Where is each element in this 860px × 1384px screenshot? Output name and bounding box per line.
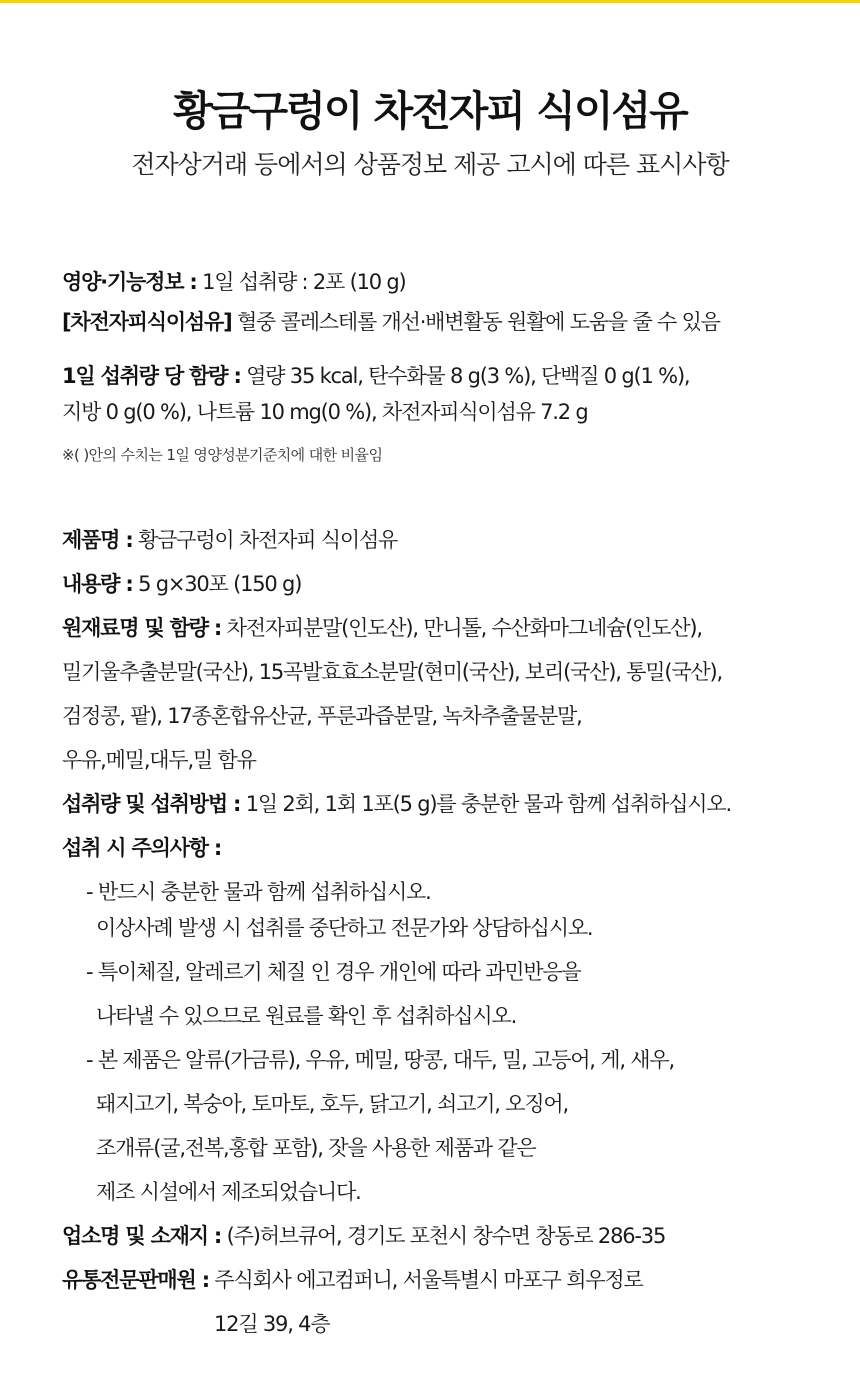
nutrition-info-label: 영양·기능정보 : [62, 270, 197, 294]
seller-text-1: 주식회사 에고컴퍼니, 서울특별시 마포구 희우정로 [214, 1268, 643, 1292]
seller-label: 유통전문판매원 : [62, 1268, 209, 1292]
page-subtitle: 전자상거래 등에서의 상품정보 제공 고시에 따른 표시사항 [131, 150, 729, 179]
function-info-line [62, 306, 720, 336]
content-line [62, 568, 301, 598]
perday-line-2: 지방 0 g(0 %), 나트륨 10 mg(0 %), 차전자피식이섬유 7.2 g [62, 400, 588, 424]
caution-3a: - 본 제품은 알류(가금류), 우유, 메밀, 땅콩, 대두, 밀, 고등어, 게, 새우, [86, 1048, 674, 1072]
ingredients-line-2: 밀기울추출분말(국산), 15곡발효효소분말(현미(국산), 보리(국산), 통밀(국산), [62, 660, 722, 684]
page-title: 황금구렁이 차전자피 식이섬유 [173, 87, 687, 135]
perday-line-1 [62, 360, 689, 390]
product-name: 황금구렁이 차전자피 식이섬유 [138, 528, 398, 552]
top-accent-line [0, 0, 860, 3]
caution-3c: 조개류(굴,전복,홍합 포함), 잣을 사용한 제품과 같은 [96, 1136, 536, 1160]
content-label: 내용량 : [62, 572, 133, 596]
caution-1b: 이상사례 발생 시 섭취를 중단하고 전문가와 상담하십시오. [96, 916, 593, 940]
function-label: [차전자피식이섬유] [62, 310, 232, 334]
maker-line [62, 1220, 665, 1250]
ingredients-line-3: 검정콩, 팥), 17종혼합유산균, 푸룬과즙분말, 녹차추출물분말, [62, 704, 582, 728]
caution-2a: - 특이체질, 알레르기 체질 인 경우 개인에 따라 과민반응을 [86, 960, 581, 984]
method-line [62, 788, 731, 818]
caution-3d: 제조 시설에서 제조되었습니다. [96, 1180, 361, 1204]
perday-values-1: 열량 35 kcal, 탄수화물 8 g(3 %), 단백질 0 g(1 %), [246, 364, 690, 388]
maker-label: 업소명 및 소재지 : [62, 1224, 222, 1248]
seller-line-2: 12길 39, 4층 [214, 1312, 330, 1336]
ingredients-text-1: 차전자피분말(인도산), 만니톨, 수산화마그네슘(인도산), [226, 616, 702, 640]
ingredients-label: 원재료명 및 함량 : [62, 616, 222, 640]
content-value: 5 g×30포 (150 g) [138, 572, 302, 596]
ingredients-line-4: 우유,메밀,대두,밀 함유 [62, 748, 256, 772]
seller-line [62, 1264, 643, 1294]
caution-2b: 나타낼 수 있으므로 원료를 확인 후 섭취하십시오. [96, 1004, 517, 1028]
caution-1a: - 반드시 충분한 물과 함께 섭취하십시오. [86, 880, 431, 904]
caution-3b: 돼지고기, 복숭아, 토마토, 호두, 닭고기, 쇠고기, 오징어, [96, 1092, 568, 1116]
ingredients-line-1 [62, 612, 702, 642]
method-label: 섭취량 및 섭취방법 : [62, 792, 241, 816]
function-text: 혈중 콜레스테롤 개선·배변활동 원활에 도움을 줄 수 있음 [236, 310, 720, 334]
method-text: 1일 2회, 1회 1포(5 g)를 충분한 물과 함께 섭취하십시오. [245, 792, 731, 816]
maker-text: (주)허브큐어, 경기도 포천시 창수면 창동로 286-35 [226, 1224, 666, 1248]
perday-label: 1일 섭취량 당 함량 : [62, 364, 241, 388]
serving-size: 1일 섭취량 : 2포 (10 g) [202, 270, 406, 294]
product-name-line [62, 524, 397, 554]
product-name-label: 제품명 : [62, 528, 133, 552]
caution-label: 섭취 시 주의사항 : [62, 836, 222, 860]
nutrition-note: ※( )안의 수치는 1일 영양성분기준치에 대한 비율임 [62, 446, 383, 464]
nutrition-info-line [62, 266, 406, 296]
